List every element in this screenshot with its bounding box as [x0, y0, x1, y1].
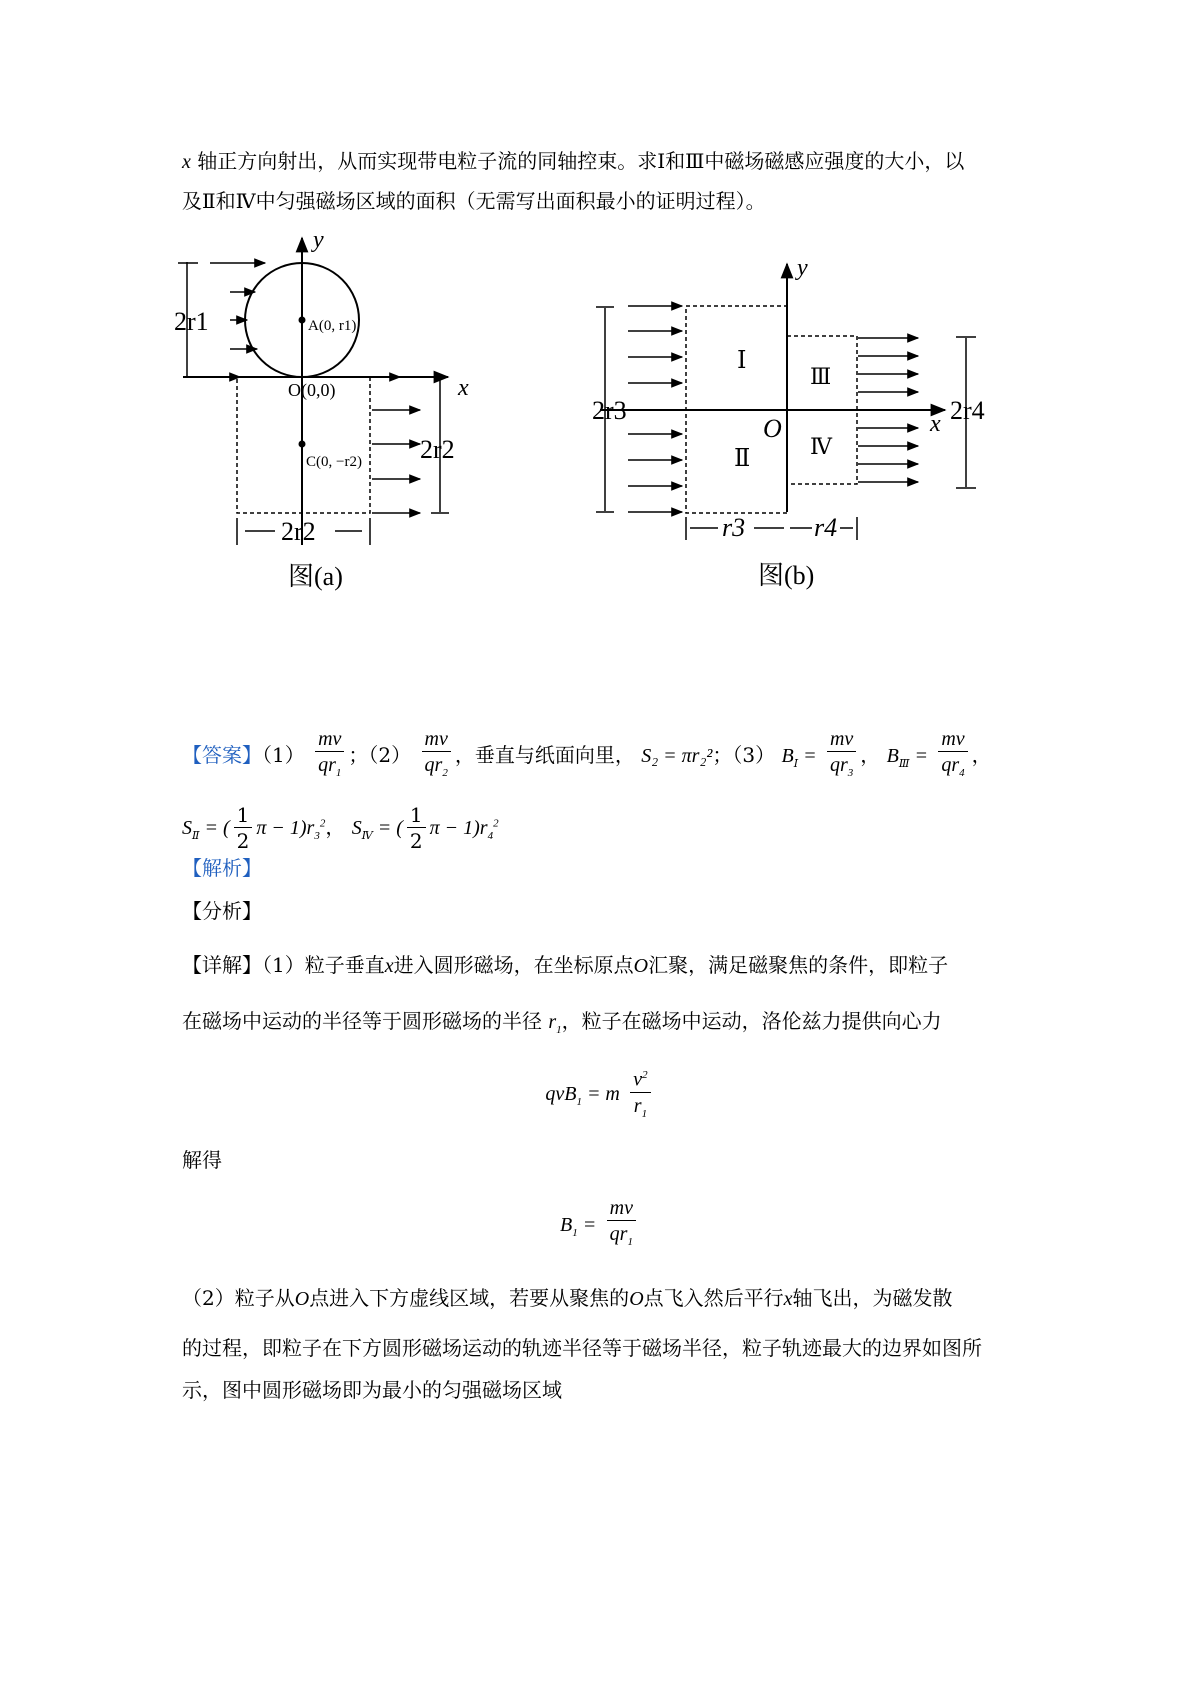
- answer-line-1: 【答案】（1） $\frac{mv}{qr_1}$ ；（2） $\frac{mv}{qr_2}$ ，垂直与纸面向里， S₂ = πr₂²；（3） $B_Ⅰ$ = $\frac{mv}{qr_3}$ ， $B_Ⅲ$ = $\frac{mv}{qr_4}$ ，: [182, 728, 992, 779]
- region-III: Ⅲ: [810, 364, 832, 389]
- label-r4: r4: [814, 513, 838, 542]
- label-A: A(0, r1): [308, 318, 357, 334]
- formula-S2: S₂ = πr₂²: [641, 745, 713, 767]
- figure-b: [590, 255, 1010, 595]
- x-label-b: x: [930, 411, 941, 437]
- caption-b: 图(b): [758, 561, 815, 590]
- y-label-b: y: [797, 255, 808, 281]
- jiede: 解得: [182, 1148, 222, 1172]
- detail-line-2: 在磁场中运动的半径等于圆形磁场的半径 $r_1$，粒子在磁场中运动，洛伦兹力提供向心力: [182, 1009, 942, 1036]
- question-line-1: x 轴正方向射出，从而实现带电粒子流的同轴控束。求Ⅰ和Ⅲ中磁场磁感应强度的大小，以: [182, 149, 965, 173]
- detail-line-3: （2）粒子从O点进入下方虚线区域，若要从聚焦的O点飞入然后平行x轴飞出，为磁发散: [182, 1286, 953, 1310]
- caption-a: 图(a): [288, 562, 343, 591]
- label-r3: r3: [722, 513, 746, 542]
- analysis-tag: 【解析】: [182, 856, 262, 880]
- label-2r3: 2r3: [592, 396, 627, 425]
- point-A: [299, 317, 306, 324]
- answer-line-2: $S_Ⅱ$ = ( $\frac{1}{2}$ $\pi - 1)r_3^2$， $S_Ⅳ$ = ( $\frac{1}{2}$ $\pi - 1)r_4^2$: [182, 803, 499, 853]
- label-2r2-bottom: 2r2: [281, 517, 316, 546]
- region-I: Ⅰ: [737, 348, 747, 374]
- detail-line-1: 【详解】（1）粒子垂直x进入圆形磁场，在坐标原点O汇聚，满足磁聚焦的条件，即粒子: [182, 953, 949, 977]
- y-label-a: y: [313, 227, 324, 253]
- fenxi-tag: 【分析】: [182, 899, 262, 923]
- label-2r4: 2r4: [950, 396, 985, 425]
- origin-O-b: O: [763, 414, 782, 443]
- region-IV: Ⅳ: [810, 434, 832, 459]
- answer-tag: 【答案】: [182, 743, 262, 767]
- equation-1: qvB$_1$ = m $\frac{v^2}{r_1}$: [0, 1063, 1200, 1127]
- label-O-a: O(0,0): [288, 380, 336, 400]
- label-2r2-right: 2r2: [420, 435, 455, 464]
- question-line-2: 及Ⅱ和Ⅳ中匀强磁场区域的面积（无需写出面积最小的证明过程）。: [182, 189, 766, 213]
- x-label-a: x: [458, 375, 469, 401]
- equation-2: $B_1$ = $\frac{mv}{qr_1}$: [0, 1196, 1200, 1255]
- label-2r1: 2r1: [174, 307, 209, 336]
- region-II: Ⅱ: [734, 446, 751, 472]
- label-C: C(0, −r2): [306, 454, 362, 470]
- detail-line-4: 的过程，即粒子在下方圆形磁场运动的轨迹半径等于磁场半径，粒子轨迹最大的边界如图所: [182, 1336, 982, 1360]
- point-C: [299, 441, 306, 448]
- figure-a: [170, 225, 510, 605]
- detail-line-5: 示，图中圆形磁场即为最小的匀强磁场区域: [182, 1378, 562, 1402]
